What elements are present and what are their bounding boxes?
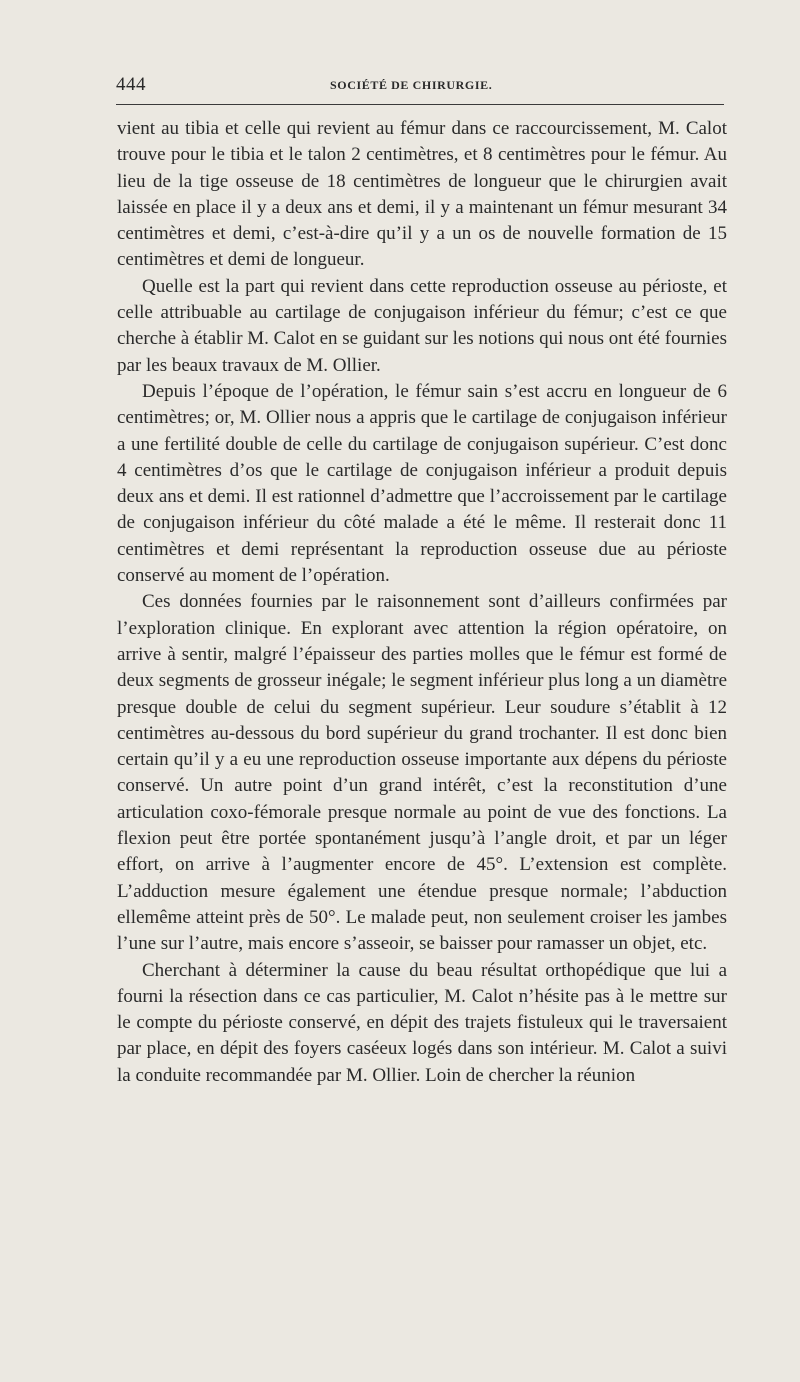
page-header: [116, 74, 724, 98]
paragraph: vient au tibia et celle qui revient au fémur dans ce raccourcissement, M. Calot trouve pour le tibia et le talon 2 centimètres, et 8 centimètres pour le fémur. Au lieu de la tige osseuse de 18 centimètres de longueur que le chirurgien avait laissée en place il y a deux ans et demi, il y a maintenant un fémur mesurant 34 centimètres et demi, c’est-à-dire qu’il y a un os de nouvelle formation de 15 centimètres et demi de longueur.: [117, 118, 727, 271]
running-head: SOCIÉTÉ DE CHIRURGIE.: [330, 78, 493, 92]
paragraph: Ces données fournies par le raisonnement sont d’ailleurs confirmées par l’exploration clinique. En explorant avec attention la région opératoire, on arrive à sentir, malgré l’épaisseur des parties molles que le fémur est formé de deux segments de grosseur inégale; le segment inférieur plus long a un diamètre presque double de celui du segment supérieur. Leur soudure s’établit à 12 centimètres au-dessous du bord supérieur du grand trochanter. Il est donc bien certain qu’il y a eu une reproduction osseuse importante aux dépens du périoste conservé. Un autre point d’un grand intérêt, c’est la reconstitution d’une articulation coxo-fémorale presque normale au point de vue des fonctions. La flexion peut être portée spontanément jusqu’à l’angle droit, et par un léger effort, on arrive à l’augmenter encore de 45°. L’extension est complète. L’adduction mesure également une étendue presque normale; l’abduction ellemême atteint près de 50°. Le malade peut, non seulement croiser les jambes l’une sur l’autre, mais encore s’asseoir, se baisser pour ramasser un objet, etc.: [117, 591, 727, 955]
page-number: 444: [116, 74, 146, 95]
body-text: [117, 116, 727, 1089]
header-rule: [116, 104, 724, 105]
paragraph: Depuis l’époque de l’opération, le fémur sain s’est accru en longueur de 6 centimètres; or, M. Ollier nous a appris que le cartilage de conjugaison inférieur a une fertilité double de celle du cartilage de conjugaison supérieur. C’est donc 4 centimètres d’os que le cartilage de conjugaison inférieur a produit depuis deux ans et demi. Il est rationnel d’admettre que l’accroissement par le cartilage de conjugaison inférieur du côté malade a été le même. Il resterait donc 11 centimètres et demi représentant la reproduction osseuse due au périoste conservé au moment de l’opération.: [117, 380, 727, 587]
paragraph: Quelle est la part qui revient dans cette reproduction osseuse au périoste, et celle attribuable au cartilage de conjugaison inférieur du fémur; c’est ce que cherche à établir M. Calot en se guidant sur les notions qui nous ont été fournies par les beaux travaux de M. Ollier.: [117, 275, 727, 376]
paragraph: Cherchant à déterminer la cause du beau résultat orthopédique que lui a fourni la résection dans ce cas particulier, M. Calot n’hésite pas à le mettre sur le compte du périoste conservé, en dépit des trajets fistuleux qui le traversaient par place, en dépit des foyers caséeux logés dans son intérieur. M. Calot a suivi la conduite recommandée par M. Ollier. Loin de chercher la réunion: [117, 959, 727, 1086]
